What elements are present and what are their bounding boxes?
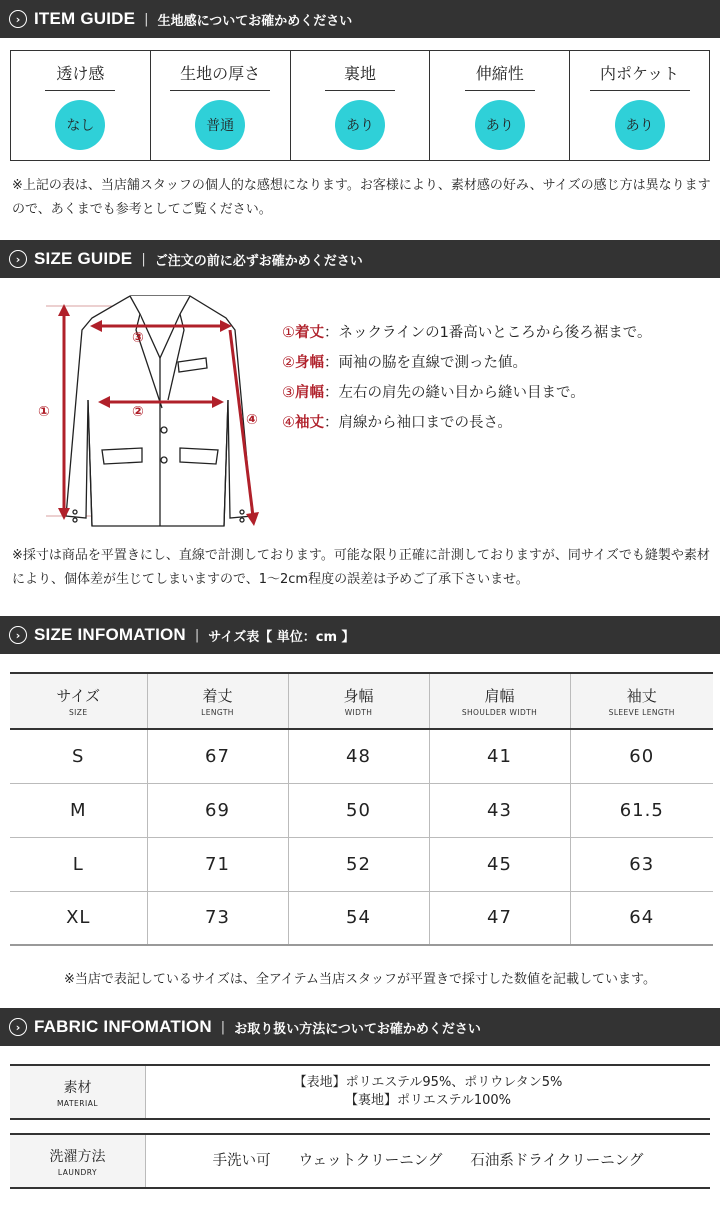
- item-guide-label: 透け感: [45, 61, 115, 91]
- item-guide-label: 伸縮性: [465, 61, 535, 91]
- item-desc: ：両袖の脇を直線で測った値。: [324, 355, 527, 371]
- jacket-icon: [66, 296, 252, 526]
- item-title: 肩幅: [295, 385, 324, 401]
- item-guide-badge: あり: [475, 100, 525, 150]
- length-cell: 71: [147, 837, 288, 891]
- material-label-en: MATERIAL: [56, 1098, 99, 1108]
- material-label: [10, 1066, 146, 1118]
- size-guide-note: ※採寸は商品を平置きにし、直線で計測しております。可能な限り正確に計測しておりますが、同サイズでも縫製や素材により、個体差が生じてしまいますので、1〜2cm程度の誤差は予めご了承下さいませ。: [12, 548, 710, 587]
- size-cell: M: [10, 783, 147, 837]
- item-marker: ③: [282, 385, 295, 401]
- laundry-label: [10, 1135, 146, 1187]
- section-title: SIZE INFOMATION: [34, 625, 186, 644]
- item-guide-cell: [291, 51, 431, 160]
- size-table-note: ※当店で表記しているサイズは、全アイテム当店スタッフが平置きで採寸した数値を記載しています。: [64, 972, 656, 987]
- sleeve-cell: 60: [570, 729, 713, 783]
- column-header: 着丈 LENGTH: [147, 673, 288, 729]
- jacket-measurement-illustration: [30, 290, 270, 530]
- item-guide-label: 生地の厚さ: [170, 61, 270, 91]
- item-guide-cell: [430, 51, 570, 160]
- chevron-right-icon: ›: [9, 1018, 27, 1036]
- item-guide-label: 内ポケット: [590, 61, 690, 91]
- size-guide-list: [282, 318, 652, 438]
- size-table: [10, 672, 713, 946]
- separator: |: [141, 251, 146, 267]
- laundry-value: [146, 1135, 710, 1187]
- item-marker: ②: [282, 355, 295, 371]
- item-guide-cell: [11, 51, 151, 160]
- item-title: 身幅: [295, 355, 324, 371]
- fabric-info-header: [0, 1008, 720, 1046]
- item-guide-label: 裏地: [325, 61, 395, 91]
- item-title: 袖丈: [295, 415, 324, 431]
- column-header: サイズ SIZE: [10, 673, 147, 729]
- width-cell: 48: [288, 729, 429, 783]
- width-cell: 52: [288, 837, 429, 891]
- item-marker: ④: [282, 415, 295, 431]
- section-subtitle: お取り扱い方法についてお確かめください: [234, 1021, 481, 1037]
- item-guide-cell: [151, 51, 291, 160]
- width-cell: 54: [288, 891, 429, 945]
- table-row: [10, 783, 713, 837]
- length-cell: 69: [147, 783, 288, 837]
- size-guide-item: [282, 318, 652, 348]
- shoulder-cell: 41: [429, 729, 570, 783]
- item-guide-badge: あり: [615, 100, 665, 150]
- material-value: [146, 1066, 710, 1118]
- sleeve-cell: 63: [570, 837, 713, 891]
- column-header: 身幅 WIDTH: [288, 673, 429, 729]
- item-marker: ①: [282, 325, 295, 341]
- item-guide-cell: [570, 51, 709, 160]
- marker-sleeve: ④: [246, 412, 258, 428]
- size-guide-header: [0, 240, 720, 278]
- sleeve-cell: 61.5: [570, 783, 713, 837]
- separator: |: [220, 1019, 226, 1035]
- item-guide-badge: なし: [55, 100, 105, 150]
- shoulder-cell: 47: [429, 891, 570, 945]
- chevron-right-icon: ›: [9, 10, 27, 28]
- length-cell: 73: [147, 891, 288, 945]
- section-title: ITEM GUIDE: [34, 9, 136, 28]
- item-desc: ：左右の肩先の縫い目から縫い目まで。: [324, 385, 585, 401]
- laundry-method: 石油系ドライクリーニング: [470, 1153, 644, 1169]
- width-cell: 50: [288, 783, 429, 837]
- shoulder-cell: 45: [429, 837, 570, 891]
- table-row: [10, 837, 713, 891]
- item-title: 着丈: [295, 325, 324, 341]
- size-guide-item: [282, 378, 652, 408]
- chevron-right-icon: ›: [9, 626, 27, 644]
- table-row: [10, 891, 713, 945]
- section-subtitle: ご注文の前に必ずお確かめください: [154, 253, 363, 269]
- marker-shoulder: ③: [132, 330, 144, 346]
- material-lining: 【裏地】ポリエステル100%: [345, 1093, 511, 1108]
- size-cell: XL: [10, 891, 147, 945]
- shoulder-cell: 43: [429, 783, 570, 837]
- laundry-label-jp: 洗濯方法: [49, 1148, 106, 1165]
- item-guide-header: [0, 0, 720, 38]
- item-desc: ：肩線から袖口までの長さ。: [324, 415, 512, 431]
- size-guide-item: [282, 348, 652, 378]
- section-title: SIZE GUIDE: [34, 249, 133, 268]
- table-row: [10, 729, 713, 783]
- material-row: [10, 1064, 710, 1120]
- separator: |: [194, 627, 200, 643]
- section-subtitle: 生地感についてお確かめください: [157, 13, 353, 29]
- item-guide-badge: 普通: [195, 100, 245, 150]
- item-guide-note: ※上記の表は、当店舗スタッフの個人的な感想になります。お客様により、素材感の好み、サイズの感じ方は異なりますので、あくまでも参考としてご覧ください。: [12, 178, 711, 217]
- size-cell: L: [10, 837, 147, 891]
- laundry-method: 手洗い可: [212, 1153, 271, 1169]
- laundry-method: ウェットクリーニング: [298, 1153, 443, 1169]
- length-cell: 67: [147, 729, 288, 783]
- size-table-header-row: [10, 673, 713, 729]
- size-guide-item: [282, 408, 652, 438]
- separator: |: [144, 11, 149, 27]
- item-desc: ：ネックラインの1番高いところから後ろ裾まで。: [324, 325, 652, 341]
- section-title: FABRIC INFOMATION: [34, 1017, 212, 1036]
- marker-width: ②: [132, 404, 144, 420]
- sleeve-cell: 64: [570, 891, 713, 945]
- item-guide-table: [10, 50, 710, 161]
- size-cell: S: [10, 729, 147, 783]
- size-info-header: [0, 616, 720, 654]
- section-subtitle: サイズ表【 単位：cm 】: [208, 629, 355, 645]
- material-label-jp: 素材: [63, 1079, 92, 1096]
- item-guide-badge: あり: [335, 100, 385, 150]
- marker-length: ①: [38, 404, 50, 420]
- column-header: 肩幅 SHOULDER WIDTH: [429, 673, 570, 729]
- material-outer: 【表地】ポリエステル95%、ポリウレタン5%: [293, 1075, 563, 1090]
- chevron-right-icon: ›: [9, 250, 27, 268]
- laundry-label-en: LAUNDRY: [57, 1167, 98, 1177]
- laundry-row: [10, 1133, 710, 1189]
- column-header: 袖丈 SLEEVE LENGTH: [570, 673, 713, 729]
